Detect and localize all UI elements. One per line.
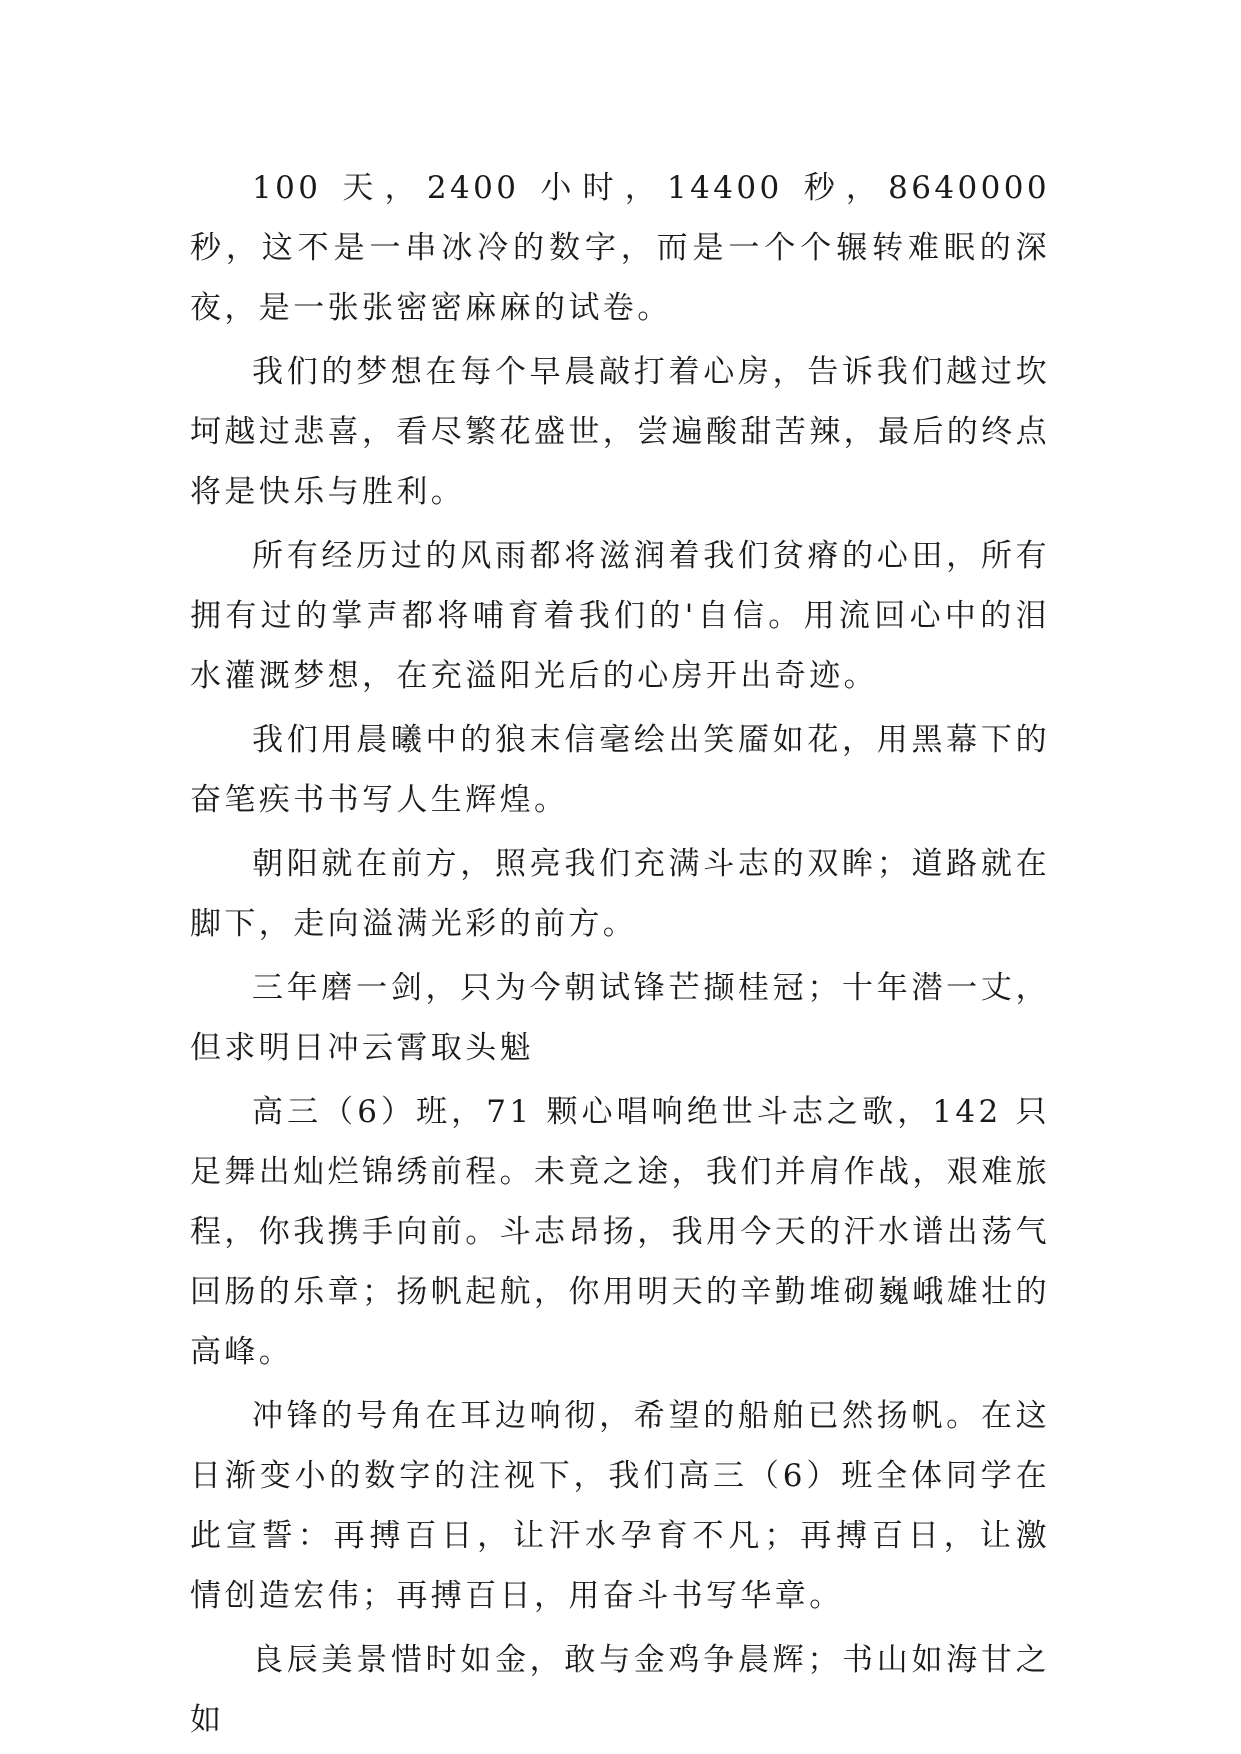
paragraph: 三年磨一剑，只为今朝试锋芒撷桂冠；十年潜一丈，但求明日冲云霄取头魁 <box>190 970 1050 1066</box>
paragraph: 我们用晨曦中的狼末信毫绘出笑靥如花，用黑幕下的奋笔疾书书写人生辉煌。 <box>190 722 1050 818</box>
paragraph: 朝阳就在前方，照亮我们充满斗志的双眸；道路就在脚下，走向溢满光彩的前方。 <box>190 846 1050 942</box>
document-body <box>190 158 1050 1754</box>
paragraph: 高三（6）班，71 颗心唱响绝世斗志之歌，142 只足舞出灿烂锦绣前程。未竟之途，我们并肩作战，艰难旅程，你我携手向前。斗志昂扬，我用今天的汗水谱出荡气回肠的乐章；扬帆起航，你用明天的辛勤堆砌巍峨雄壮的高峰。 <box>190 1094 1050 1370</box>
paragraph: 所有经历过的风雨都将滋润着我们贫瘠的心田，所有拥有过的掌声都将哺育着我们的'自信。用流回心中的泪水灌溉梦想，在充溢阳光后的心房开出奇迹。 <box>190 538 1050 694</box>
paragraph: 我们的梦想在每个早晨敲打着心房，告诉我们越过坎坷越过悲喜，看尽繁花盛世，尝遍酸甜苦辣，最后的终点将是快乐与胜利。 <box>190 354 1050 510</box>
paragraph: 100 天，2400 小时，14400 秒，8640000 秒，这不是一串冰冷的数字，而是一个个辗转难眠的深夜，是一张张密密麻麻的试卷。 <box>190 170 1050 326</box>
paragraph: 冲锋的号角在耳边响彻，希望的船舶已然扬帆。在这日渐变小的数字的注视下，我们高三（6）班全体同学在此宣誓：再搏百日，让汗水孕育不凡；再搏百日，让激 情创造宏伟；再搏百日，用奋斗书写华章。 <box>190 1398 1050 1614</box>
paragraph: 良辰美景惜时如金，敢与金鸡争晨辉；书山如海甘之如 <box>190 1642 1050 1738</box>
